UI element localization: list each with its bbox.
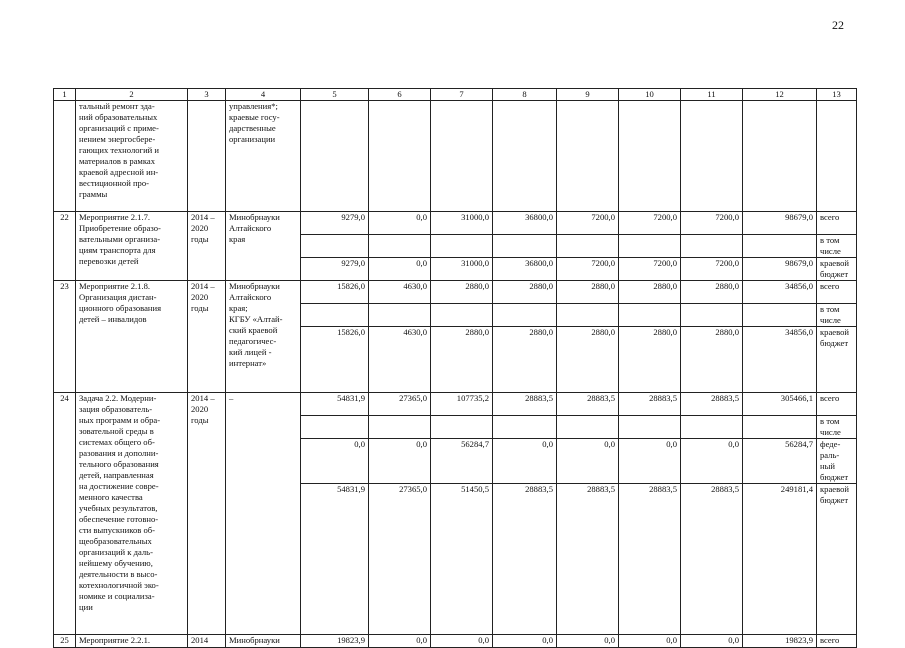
value-cell-col-8: 0,0: [493, 635, 557, 648]
value-cell-col-6: 27365,0: [369, 484, 431, 635]
value-cell-col-8: [493, 416, 557, 439]
value-cell: [743, 101, 817, 212]
value-cell-col-11: 28883,5: [681, 393, 743, 416]
value-cell-col-10: [619, 416, 681, 439]
term-cell: 2014 – 2020 годы: [188, 281, 226, 393]
column-header-11: 11: [681, 89, 743, 101]
column-header-7: 7: [431, 89, 493, 101]
value-cell-col-10: 28883,5: [619, 484, 681, 635]
value-cell-col-8: [493, 304, 557, 327]
term-cell: [188, 101, 226, 212]
column-header-4: 4: [226, 89, 301, 101]
column-header-2: 2: [76, 89, 188, 101]
funding-source-cell: всего: [817, 212, 857, 235]
value-cell-col-10: 7200,0: [619, 212, 681, 235]
value-cell-col-5: 54831,9: [301, 484, 369, 635]
funding-source-cell: феде- раль- ный бюджет: [817, 439, 857, 484]
value-cell-col-11: 0,0: [681, 635, 743, 648]
table-row: [54, 281, 857, 304]
funding-source-cell: всего: [817, 393, 857, 416]
row-number-cell: 23: [54, 281, 76, 393]
value-cell-col-10: 2880,0: [619, 281, 681, 304]
row-number-cell: 22: [54, 212, 76, 281]
activity-name-cell: Мероприятие 2.1.8. Организация дистан- ционного образования детей – инвалидов: [76, 281, 188, 393]
value-cell-col-12: 98679,0: [743, 258, 817, 281]
value-cell-col-12: [743, 304, 817, 327]
column-header-5: 5: [301, 89, 369, 101]
activity-name-cell: Мероприятие 2.2.1.: [76, 635, 188, 648]
program-table: [53, 88, 857, 648]
value-cell-col-5: [301, 416, 369, 439]
value-cell: [369, 101, 431, 212]
row-number-cell: 25: [54, 635, 76, 648]
value-cell-col-10: [619, 304, 681, 327]
value-cell-col-10: 2880,0: [619, 327, 681, 393]
funding-source-cell: в том числе: [817, 235, 857, 258]
value-cell-col-10: 0,0: [619, 439, 681, 484]
value-cell-col-8: [493, 235, 557, 258]
value-cell-col-11: [681, 235, 743, 258]
table-row: [54, 393, 857, 416]
value-cell-col-6: [369, 416, 431, 439]
value-cell-col-10: 0,0: [619, 635, 681, 648]
value-cell-col-5: [301, 235, 369, 258]
column-header-1: 1: [54, 89, 76, 101]
value-cell-col-5: 0,0: [301, 439, 369, 484]
value-cell-col-9: [557, 304, 619, 327]
value-cell: [681, 101, 743, 212]
header-row: [54, 89, 857, 101]
value-cell-col-11: 0,0: [681, 439, 743, 484]
value-cell-col-7: 31000,0: [431, 212, 493, 235]
value-cell-col-9: 28883,5: [557, 393, 619, 416]
value-cell-col-10: [619, 235, 681, 258]
funding-source-cell: краевой бюджет: [817, 484, 857, 635]
value-cell-col-5: 9279,0: [301, 212, 369, 235]
value-cell-col-9: [557, 235, 619, 258]
value-cell-col-9: 2880,0: [557, 281, 619, 304]
term-cell: 2014: [188, 635, 226, 648]
value-cell-col-9: [557, 416, 619, 439]
value-cell-col-5: 15826,0: [301, 281, 369, 304]
value-cell-col-9: 0,0: [557, 635, 619, 648]
value-cell-col-11: [681, 416, 743, 439]
value-cell: [557, 101, 619, 212]
value-cell-col-7: 51450,5: [431, 484, 493, 635]
value-cell-col-8: 36800,0: [493, 258, 557, 281]
value-cell-col-12: 56284,7: [743, 439, 817, 484]
row-number-cell: [54, 101, 76, 212]
value-cell-col-6: 0,0: [369, 635, 431, 648]
table-row: [54, 212, 857, 235]
value-cell-col-5: 19823,9: [301, 635, 369, 648]
value-cell-col-5: 54831,9: [301, 393, 369, 416]
funding-source-cell: в том числе: [817, 416, 857, 439]
value-cell-col-11: [681, 304, 743, 327]
activity-name-cell: Мероприятие 2.1.7. Приобретение образо- вательными организа- циям транспорта для перевозки детей: [76, 212, 188, 281]
value-cell-col-12: [743, 416, 817, 439]
value-cell-col-11: 7200,0: [681, 258, 743, 281]
page-number: 22: [832, 18, 844, 32]
value-cell-col-12: 98679,0: [743, 212, 817, 235]
value-cell: [493, 101, 557, 212]
value-cell-col-7: 107735,2: [431, 393, 493, 416]
column-header-8: 8: [493, 89, 557, 101]
value-cell-col-7: [431, 304, 493, 327]
activity-name-cell: Задача 2.2. Модерни- зация образователь- ных программ и обра- зовательной среды в системах общего об- разования и дополни- тельного образования детей, направленная на достижение совре- менного качества учебных результатов, обеспечение готовно- сти выпускников об- щеобразовательных организаций к даль- нейшему обучению, деятельности в высо- котехнологичной эко- номике и социализа- ции: [76, 393, 188, 635]
value-cell-col-11: 7200,0: [681, 212, 743, 235]
value-cell-col-6: 0,0: [369, 258, 431, 281]
value-cell-col-8: 36800,0: [493, 212, 557, 235]
table-row: [54, 635, 857, 648]
value-cell-col-10: 7200,0: [619, 258, 681, 281]
value-cell-col-6: 4630,0: [369, 281, 431, 304]
value-cell-col-7: 0,0: [431, 635, 493, 648]
value-cell-col-8: 28883,5: [493, 393, 557, 416]
value-cell-col-11: 28883,5: [681, 484, 743, 635]
value-cell-col-6: [369, 235, 431, 258]
value-cell-col-7: 31000,0: [431, 258, 493, 281]
value-cell-col-7: 2880,0: [431, 327, 493, 393]
value-cell-col-5: 9279,0: [301, 258, 369, 281]
value-cell-col-9: 7200,0: [557, 212, 619, 235]
column-header-12: 12: [743, 89, 817, 101]
value-cell-col-6: 0,0: [369, 439, 431, 484]
value-cell-col-9: 0,0: [557, 439, 619, 484]
term-cell: 2014 – 2020 годы: [188, 393, 226, 635]
value-cell-col-12: [743, 235, 817, 258]
funding-source-cell: в том числе: [817, 304, 857, 327]
value-cell-col-9: 7200,0: [557, 258, 619, 281]
value-cell-col-6: 4630,0: [369, 327, 431, 393]
activity-name-cell: тальный ремонт зда- ний образовательных организаций с приме- нением энергосбере- гающих технологий и материалов в рамках краевой адресной ин- вестиционной про- граммы: [76, 101, 188, 212]
value-cell: [301, 101, 369, 212]
value-cell-col-6: [369, 304, 431, 327]
value-cell-col-5: 15826,0: [301, 327, 369, 393]
value-cell-col-7: 2880,0: [431, 281, 493, 304]
term-cell: 2014 – 2020 годы: [188, 212, 226, 281]
column-header-13: 13: [817, 89, 857, 101]
value-cell-col-7: [431, 416, 493, 439]
value-cell-col-12: 34856,0: [743, 281, 817, 304]
value-cell-col-11: 2880,0: [681, 281, 743, 304]
value-cell-col-8: 28883,5: [493, 484, 557, 635]
value-cell-col-8: 2880,0: [493, 281, 557, 304]
funding-source-cell: всего: [817, 281, 857, 304]
funding-source-cell: краевой бюджет: [817, 258, 857, 281]
value-cell-col-11: 2880,0: [681, 327, 743, 393]
column-header-3: 3: [188, 89, 226, 101]
executor-cell: Минобрнауки: [226, 635, 301, 648]
funding-source-cell: краевой бюджет: [817, 327, 857, 393]
column-header-6: 6: [369, 89, 431, 101]
value-cell-col-12: 305466,1: [743, 393, 817, 416]
value-cell-col-5: [301, 304, 369, 327]
executor-cell: Минобрнауки Алтайского края: [226, 212, 301, 281]
value-cell-col-7: [431, 235, 493, 258]
value-cell-col-6: 0,0: [369, 212, 431, 235]
value-cell: [431, 101, 493, 212]
continuation-row: [54, 101, 857, 212]
value-cell-col-8: 2880,0: [493, 327, 557, 393]
value-cell: [619, 101, 681, 212]
value-cell-col-9: 28883,5: [557, 484, 619, 635]
row-number-cell: 24: [54, 393, 76, 635]
value-cell-col-10: 28883,5: [619, 393, 681, 416]
value-cell-col-9: 2880,0: [557, 327, 619, 393]
executor-cell: управления*; краевые госу- дарственные организации: [226, 101, 301, 212]
value-cell-col-12: 249181,4: [743, 484, 817, 635]
executor-cell: Минобрнауки Алтайского края; КГБУ «Алтай- ский краевой педагогичес- кий лицей - интернат»: [226, 281, 301, 393]
value-cell-col-7: 56284,7: [431, 439, 493, 484]
value-cell-col-8: 0,0: [493, 439, 557, 484]
column-header-10: 10: [619, 89, 681, 101]
value-cell-col-12: 34856,0: [743, 327, 817, 393]
column-header-9: 9: [557, 89, 619, 101]
value-cell-col-6: 27365,0: [369, 393, 431, 416]
value-cell: [817, 101, 857, 212]
executor-cell: –: [226, 393, 301, 635]
funding-source-cell: всего: [817, 635, 857, 648]
value-cell-col-12: 19823,9: [743, 635, 817, 648]
